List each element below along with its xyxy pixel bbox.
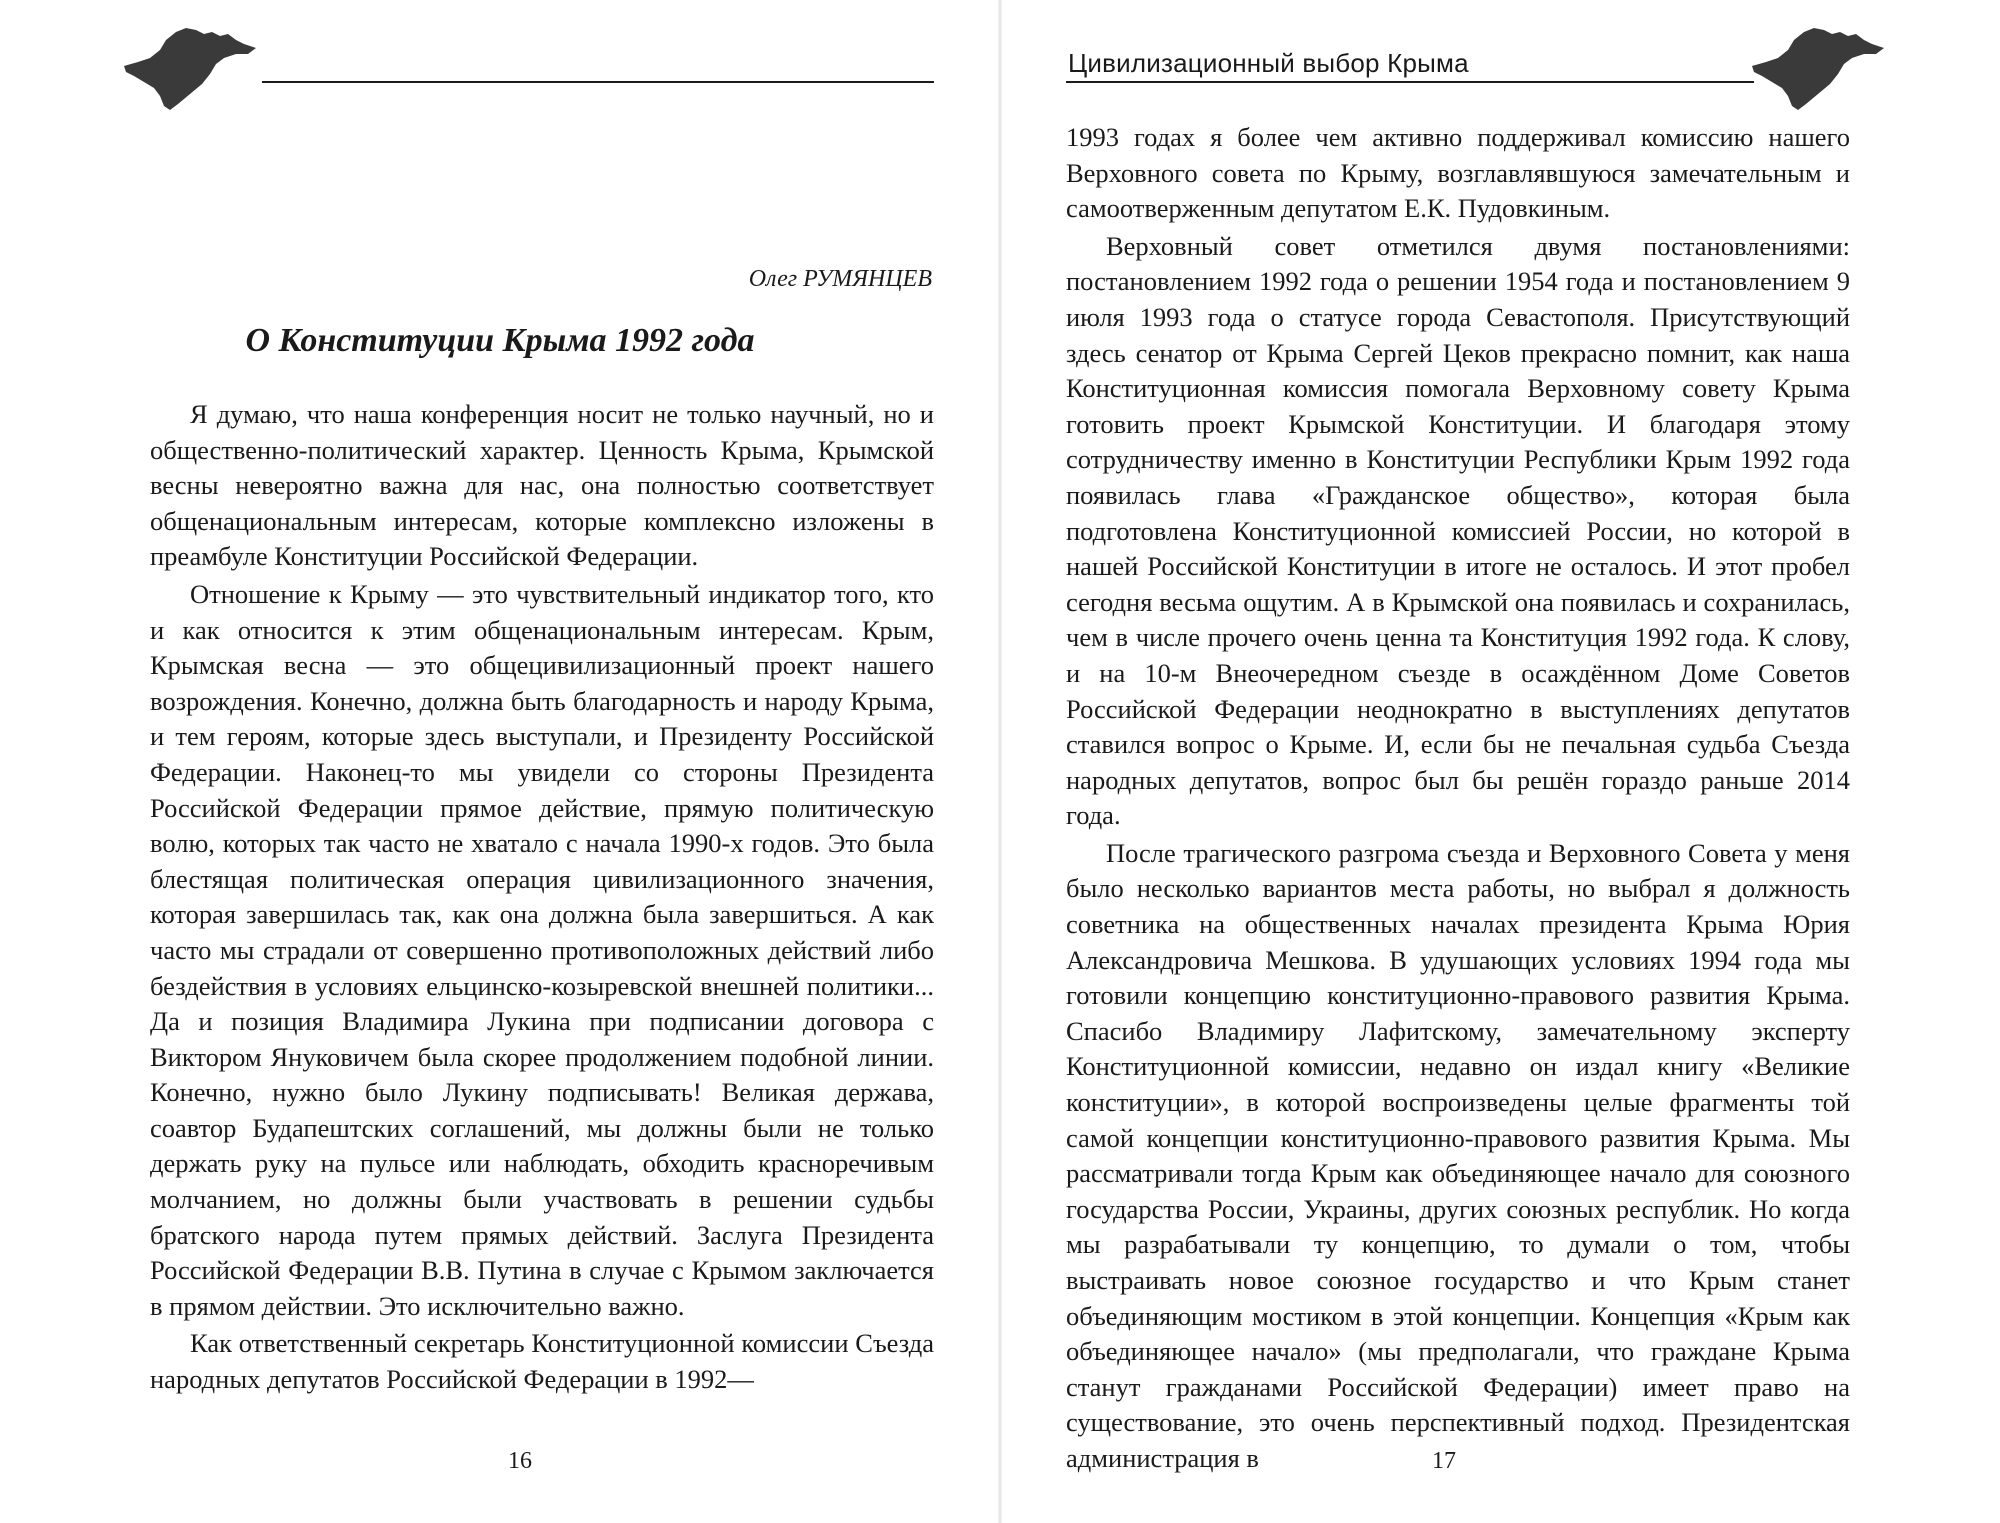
paragraph: 1993 годах я более чем активно поддерживал комиссию нашего Верховного совета по Крыму, возглавлявшуюся замечательным и самоотверженным депутатом Е.К. Пудовкиным. bbox=[1066, 122, 1850, 224]
right-text-block bbox=[1066, 120, 1850, 1479]
author-name: Олег РУМЯНЦЕВ bbox=[748, 266, 932, 292]
running-head: Цивилизационный выбор Крыма bbox=[1068, 48, 1469, 78]
paragraph: Как ответственный секретарь Конституционной комиссии Съезда народных депутатов Российской Федерации в 1992— bbox=[150, 1328, 934, 1395]
crimea-map-icon bbox=[1748, 22, 1888, 114]
page-number: 17 bbox=[1432, 1448, 1456, 1474]
paragraph: После трагического разгрома съезда и Верховного Совета у меня было несколько вариантов места работы, но выбрал я должность советника на общественных началах президента Крыма Юрия Александровича Мешкова. В удушающих условиях 1994 года мы готовили концепцию конституционно-правового развития Крыма. Спасибо Владимиру Лафитскому, замечательному эксперту Конституционной комиссии, недавно он издал книгу «Великие конституции», в которой воспроизведены целые фрагменты той самой концепции конституционно-правового развития Крыма. Мы рассматривали тогда Крым как объединяющее начало для союзного государства России, Украины, других союзных республик. Но когда мы разрабатывали ту концепцию, то думали о том, чтобы выстраивать новое союзное государство и что Крым станет объединяющим мостиком в этой концепции. Концепция «Крым как объединяющее начало» (мы предполагали, что граждане Крыма станут гражданами Российской Федерации) имеет право на существование, это очень перспективный подход. Президентская администрация в bbox=[1066, 837, 1850, 1473]
crimea-map-icon bbox=[120, 22, 260, 114]
page-number: 16 bbox=[508, 1448, 532, 1474]
header-rule bbox=[1066, 81, 1754, 83]
paragraph: Отношение к Крыму — это чувствительный индикатор того, кто и как относится к этим общенациональным интересам. Крым, Крымская весна — это общецивилизационный проект нашего возрождения. Конечно, должна быть благодарность и народу Крыма, и тем героям, которые здесь выступали, и Президенту Российской Федерации. Наконец-то мы увидели со стороны Президента Российской Федерации прямое действие, прямую политическую волю, которых так часто не хватало с начала 1990-х годов. Это была блестящая политическая операция цивилизационного значения, которая завершилась так, как она должна была завершиться. А как часто мы страдали от совершенно противоположных действий либо бездействия в условиях ельцинско-козыревской внешней политики... Да и позиция Владимира Лукина при подписании договора с Виктором Януковичем была скорее продолжением подобной линии. Конечно, нужно было Лукину подписывать! Великая держава, соавтор Будапештских соглашений, мы должны были не только держать руку на пульсе или наблюдать, обходить красноречивым молчанием, но должны были участвовать в решении судьбы братского народа путем прямых действий. Заслуга Президента Российской Федерации В.В. Путина в случае с Крымом заключается в прямом действии. Это исключительно важно. bbox=[150, 578, 934, 1321]
left-text-block bbox=[150, 397, 934, 1400]
right-page bbox=[1000, 0, 2000, 1523]
article-title: О Конституции Крыма 1992 года bbox=[245, 322, 755, 359]
paragraph: Я думаю, что наша конференция носит не только научный, но и общественно-политический характер. Ценность Крыма, Крымской весны невероятно важна для нас, она полностью соответствует общенациональным интересам, которые комплексно изложены в преамбуле Конституции Российской Федерации. bbox=[150, 399, 934, 572]
paragraph: Верховный совет отметился двумя постановлениями: постановлением 1992 года о решении 1954 года и постановлением 9 июля 1993 года о статусе города Севастополя. Присутствующий здесь сенатор от Крыма Сергей Цеков прекрасно помнит, как наша Конституционная комиссия помогала Верховному совету Крыма готовить проект Крымской Конституции. И благодаря этому сотрудничеству именно в Конституции Республики Крым 1992 года появилась глава «Гражданское общество», которая была подготовлена Конституционной комиссией России, но которой в нашей Российской Конституции в итоге не осталось. И этот пробел сегодня весьма ощутим. А в Крымской она появилась и сохранилась, чем в числе прочего очень ценна та Конституция 1992 года. К слову, и на 10-м Внеочередном съезде в осаждённом Доме Советов Российской Федерации неоднократно в выступлениях депутатов ставился вопрос о Крыме. И, если бы не печальная судьба Съезда народных депутатов, вопрос был бы решён гораздо раньше 2014 года. bbox=[1066, 230, 1850, 831]
header-rule bbox=[262, 81, 934, 83]
